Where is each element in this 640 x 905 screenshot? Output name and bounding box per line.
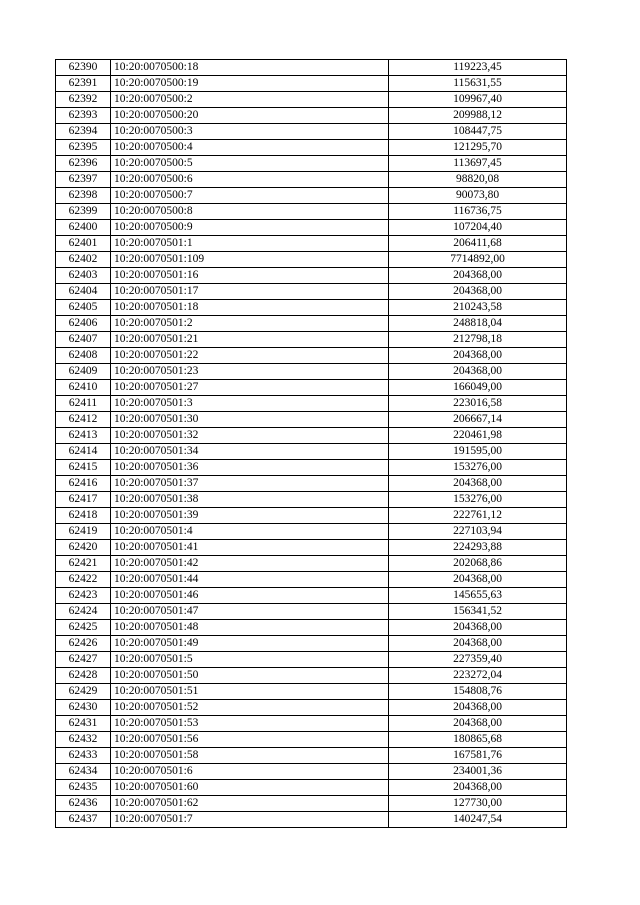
cadastral-number-cell: 10:20:0070501:49 <box>111 636 389 652</box>
row-number-cell: 62431 <box>56 716 111 732</box>
row-number-cell: 62419 <box>56 524 111 540</box>
registry-table-body <box>56 60 567 828</box>
cadastral-number-cell: 10:20:0070500:5 <box>111 156 389 172</box>
value-cell: 202068,86 <box>389 556 567 572</box>
value-cell: 127730,00 <box>389 796 567 812</box>
cadastral-number-cell: 10:20:0070500:9 <box>111 220 389 236</box>
value-cell: 191595,00 <box>389 444 567 460</box>
value-cell: 119223,45 <box>389 60 567 76</box>
cadastral-number-cell: 10:20:0070501:4 <box>111 524 389 540</box>
row-number-cell: 62413 <box>56 428 111 444</box>
table-row <box>56 812 567 828</box>
row-number-cell: 62409 <box>56 364 111 380</box>
row-number-cell: 62392 <box>56 92 111 108</box>
row-number-cell: 62426 <box>56 636 111 652</box>
value-cell: 220461,98 <box>389 428 567 444</box>
value-cell: 212798,18 <box>389 332 567 348</box>
table-row <box>56 156 567 172</box>
table-row <box>56 236 567 252</box>
cadastral-number-cell: 10:20:0070501:56 <box>111 732 389 748</box>
cadastral-number-cell: 10:20:0070501:58 <box>111 748 389 764</box>
cadastral-number-cell: 10:20:0070500:4 <box>111 140 389 156</box>
cadastral-number-cell: 10:20:0070501:52 <box>111 700 389 716</box>
table-row <box>56 540 567 556</box>
value-cell: 204368,00 <box>389 348 567 364</box>
row-number-cell: 62424 <box>56 604 111 620</box>
value-cell: 156341,52 <box>389 604 567 620</box>
table-row <box>56 76 567 92</box>
cadastral-number-cell: 10:20:0070501:39 <box>111 508 389 524</box>
table-row <box>56 284 567 300</box>
row-number-cell: 62422 <box>56 572 111 588</box>
row-number-cell: 62394 <box>56 124 111 140</box>
table-row <box>56 508 567 524</box>
value-cell: 210243,58 <box>389 300 567 316</box>
cadastral-number-cell: 10:20:0070501:46 <box>111 588 389 604</box>
cadastral-number-cell: 10:20:0070501:18 <box>111 300 389 316</box>
value-cell: 227103,94 <box>389 524 567 540</box>
row-number-cell: 62398 <box>56 188 111 204</box>
table-row <box>56 300 567 316</box>
row-number-cell: 62400 <box>56 220 111 236</box>
value-cell: 224293,88 <box>389 540 567 556</box>
registry-table <box>55 59 567 828</box>
value-cell: 206667,14 <box>389 412 567 428</box>
cadastral-number-cell: 10:20:0070500:3 <box>111 124 389 140</box>
row-number-cell: 62411 <box>56 396 111 412</box>
row-number-cell: 62399 <box>56 204 111 220</box>
value-cell: 204368,00 <box>389 476 567 492</box>
value-cell: 180865,68 <box>389 732 567 748</box>
table-row <box>56 476 567 492</box>
value-cell: 109967,40 <box>389 92 567 108</box>
cadastral-number-cell: 10:20:0070501:3 <box>111 396 389 412</box>
table-row <box>56 108 567 124</box>
row-number-cell: 62430 <box>56 700 111 716</box>
cadastral-number-cell: 10:20:0070501:51 <box>111 684 389 700</box>
row-number-cell: 62395 <box>56 140 111 156</box>
row-number-cell: 62406 <box>56 316 111 332</box>
cadastral-number-cell: 10:20:0070501:41 <box>111 540 389 556</box>
cadastral-number-cell: 10:20:0070500:7 <box>111 188 389 204</box>
table-row <box>56 188 567 204</box>
cadastral-number-cell: 10:20:0070501:21 <box>111 332 389 348</box>
value-cell: 166049,00 <box>389 380 567 396</box>
table-row <box>56 396 567 412</box>
cadastral-number-cell: 10:20:0070501:27 <box>111 380 389 396</box>
value-cell: 204368,00 <box>389 364 567 380</box>
value-cell: 204368,00 <box>389 268 567 284</box>
value-cell: 204368,00 <box>389 620 567 636</box>
row-number-cell: 62397 <box>56 172 111 188</box>
value-cell: 204368,00 <box>389 780 567 796</box>
value-cell: 204368,00 <box>389 716 567 732</box>
table-row <box>56 588 567 604</box>
row-number-cell: 62437 <box>56 812 111 828</box>
table-row <box>56 668 567 684</box>
table-row <box>56 124 567 140</box>
value-cell: 116736,75 <box>389 204 567 220</box>
row-number-cell: 62428 <box>56 668 111 684</box>
row-number-cell: 62425 <box>56 620 111 636</box>
cadastral-number-cell: 10:20:0070501:62 <box>111 796 389 812</box>
cadastral-number-cell: 10:20:0070501:36 <box>111 460 389 476</box>
row-number-cell: 62421 <box>56 556 111 572</box>
cadastral-number-cell: 10:20:0070501:34 <box>111 444 389 460</box>
table-row <box>56 796 567 812</box>
table-row <box>56 684 567 700</box>
cadastral-number-cell: 10:20:0070501:16 <box>111 268 389 284</box>
row-number-cell: 62396 <box>56 156 111 172</box>
table-row <box>56 332 567 348</box>
cadastral-number-cell: 10:20:0070500:2 <box>111 92 389 108</box>
row-number-cell: 62412 <box>56 412 111 428</box>
row-number-cell: 62403 <box>56 268 111 284</box>
row-number-cell: 62436 <box>56 796 111 812</box>
row-number-cell: 62435 <box>56 780 111 796</box>
value-cell: 248818,04 <box>389 316 567 332</box>
cadastral-number-cell: 10:20:0070500:18 <box>111 60 389 76</box>
table-row <box>56 364 567 380</box>
cadastral-number-cell: 10:20:0070501:44 <box>111 572 389 588</box>
cadastral-number-cell: 10:20:0070501:5 <box>111 652 389 668</box>
cadastral-number-cell: 10:20:0070501:23 <box>111 364 389 380</box>
table-row <box>56 380 567 396</box>
table-row <box>56 700 567 716</box>
cadastral-number-cell: 10:20:0070501:37 <box>111 476 389 492</box>
row-number-cell: 62418 <box>56 508 111 524</box>
table-row <box>56 780 567 796</box>
value-cell: 204368,00 <box>389 572 567 588</box>
cadastral-number-cell: 10:20:0070501:2 <box>111 316 389 332</box>
table-row <box>56 268 567 284</box>
table-row <box>56 444 567 460</box>
value-cell: 115631,55 <box>389 76 567 92</box>
value-cell: 167581,76 <box>389 748 567 764</box>
cadastral-number-cell: 10:20:0070501:42 <box>111 556 389 572</box>
table-row <box>56 428 567 444</box>
table-row <box>56 252 567 268</box>
table-row <box>56 604 567 620</box>
row-number-cell: 62417 <box>56 492 111 508</box>
cadastral-number-cell: 10:20:0070500:19 <box>111 76 389 92</box>
row-number-cell: 62433 <box>56 748 111 764</box>
value-cell: 154808,76 <box>389 684 567 700</box>
table-row <box>56 764 567 780</box>
table-row <box>56 556 567 572</box>
table-row <box>56 220 567 236</box>
row-number-cell: 62402 <box>56 252 111 268</box>
row-number-cell: 62405 <box>56 300 111 316</box>
row-number-cell: 62408 <box>56 348 111 364</box>
cadastral-number-cell: 10:20:0070501:32 <box>111 428 389 444</box>
value-cell: 7714892,00 <box>389 252 567 268</box>
value-cell: 204368,00 <box>389 700 567 716</box>
cadastral-number-cell: 10:20:0070501:22 <box>111 348 389 364</box>
cadastral-number-cell: 10:20:0070500:20 <box>111 108 389 124</box>
row-number-cell: 62423 <box>56 588 111 604</box>
row-number-cell: 62416 <box>56 476 111 492</box>
cadastral-number-cell: 10:20:0070501:1 <box>111 236 389 252</box>
row-number-cell: 62401 <box>56 236 111 252</box>
value-cell: 227359,40 <box>389 652 567 668</box>
row-number-cell: 62414 <box>56 444 111 460</box>
table-row <box>56 572 567 588</box>
value-cell: 113697,45 <box>389 156 567 172</box>
table-row <box>56 348 567 364</box>
value-cell: 140247,54 <box>389 812 567 828</box>
value-cell: 234001,36 <box>389 764 567 780</box>
value-cell: 121295,70 <box>389 140 567 156</box>
table-row <box>56 652 567 668</box>
table-row <box>56 732 567 748</box>
cadastral-number-cell: 10:20:0070500:6 <box>111 172 389 188</box>
row-number-cell: 62420 <box>56 540 111 556</box>
table-row <box>56 204 567 220</box>
table-row <box>56 748 567 764</box>
row-number-cell: 62407 <box>56 332 111 348</box>
cadastral-number-cell: 10:20:0070501:30 <box>111 412 389 428</box>
value-cell: 153276,00 <box>389 460 567 476</box>
value-cell: 206411,68 <box>389 236 567 252</box>
cadastral-number-cell: 10:20:0070501:109 <box>111 252 389 268</box>
table-row <box>56 92 567 108</box>
value-cell: 209988,12 <box>389 108 567 124</box>
table-row <box>56 524 567 540</box>
cadastral-number-cell: 10:20:0070501:7 <box>111 812 389 828</box>
table-row <box>56 636 567 652</box>
value-cell: 107204,40 <box>389 220 567 236</box>
value-cell: 98820,08 <box>389 172 567 188</box>
row-number-cell: 62390 <box>56 60 111 76</box>
value-cell: 108447,75 <box>389 124 567 140</box>
row-number-cell: 62410 <box>56 380 111 396</box>
cadastral-number-cell: 10:20:0070501:53 <box>111 716 389 732</box>
value-cell: 145655,63 <box>389 588 567 604</box>
row-number-cell: 62393 <box>56 108 111 124</box>
row-number-cell: 62434 <box>56 764 111 780</box>
row-number-cell: 62391 <box>56 76 111 92</box>
row-number-cell: 62429 <box>56 684 111 700</box>
value-cell: 223016,58 <box>389 396 567 412</box>
cadastral-number-cell: 10:20:0070500:8 <box>111 204 389 220</box>
table-row <box>56 140 567 156</box>
table-row <box>56 412 567 428</box>
value-cell: 223272,04 <box>389 668 567 684</box>
row-number-cell: 62404 <box>56 284 111 300</box>
table-row <box>56 716 567 732</box>
table-row <box>56 172 567 188</box>
row-number-cell: 62415 <box>56 460 111 476</box>
row-number-cell: 62427 <box>56 652 111 668</box>
value-cell: 204368,00 <box>389 284 567 300</box>
value-cell: 222761,12 <box>389 508 567 524</box>
row-number-cell: 62432 <box>56 732 111 748</box>
cadastral-number-cell: 10:20:0070501:38 <box>111 492 389 508</box>
cadastral-number-cell: 10:20:0070501:47 <box>111 604 389 620</box>
table-row <box>56 316 567 332</box>
table-row <box>56 60 567 76</box>
value-cell: 204368,00 <box>389 636 567 652</box>
table-row <box>56 460 567 476</box>
value-cell: 90073,80 <box>389 188 567 204</box>
value-cell: 153276,00 <box>389 492 567 508</box>
cadastral-number-cell: 10:20:0070501:17 <box>111 284 389 300</box>
cadastral-number-cell: 10:20:0070501:6 <box>111 764 389 780</box>
table-row <box>56 620 567 636</box>
cadastral-number-cell: 10:20:0070501:50 <box>111 668 389 684</box>
table-row <box>56 492 567 508</box>
cadastral-number-cell: 10:20:0070501:60 <box>111 780 389 796</box>
cadastral-number-cell: 10:20:0070501:48 <box>111 620 389 636</box>
